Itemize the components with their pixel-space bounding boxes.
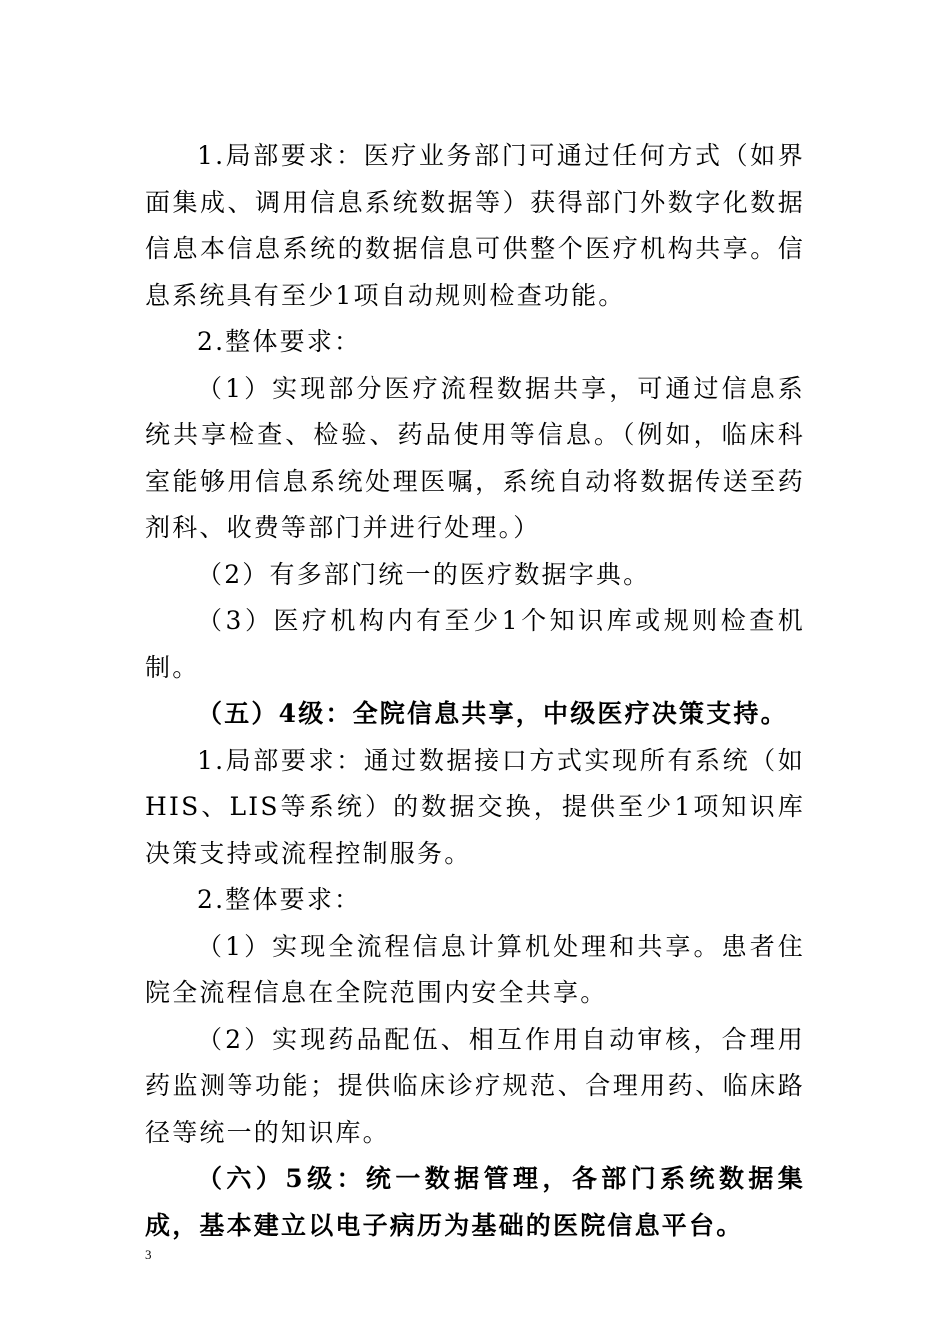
section-heading-level-5: （六）5级：统一数据管理，各部门系统数据集成，基本建立以电子病历为基础的医院信息平台。 (145, 1164, 805, 1240)
paragraph-level3-overall-item-3: （3）医疗机构内有至少1个知识库或规则检查机制。 (145, 606, 805, 682)
section-heading-level-4: （五）4级：全院信息共享，中级医疗决策支持。 (197, 699, 788, 728)
paragraph-level4-overall-heading: 2.整体要求： (197, 885, 362, 914)
paragraph-level3-overall-heading: 2.整体要求： (197, 327, 362, 356)
paragraph-level4-overall-item-1: （1）实现全流程信息计算机处理和共享。患者住院全流程信息在全院范围内安全共享。 (145, 931, 805, 1007)
paragraph-level3-local-requirement: 1.局部要求：医疗业务部门可通过任何方式（如界面集成、调用信息系统数据等）获得部门外数字化数据信息本信息系统的数据信息可供整个医疗机构共享。信息系统具有至少1项自动规则检查功能。 (145, 141, 805, 310)
page-number: 3 (145, 1247, 152, 1262)
paragraph-level3-overall-item-1: （1）实现部分医疗流程数据共享，可通过信息系统共享检查、检验、药品使用等信息。（例如，临床科室能够用信息系统处理医嘱，系统自动将数据传送至药剂科、收费等部门并进行处理。） (145, 373, 805, 542)
paragraph-level4-local-requirement: 1.局部要求：通过数据接口方式实现所有系统（如HIS、LIS等系统）的数据交换，提供至少1项知识库决策支持或流程控制服务。 (145, 745, 805, 868)
document-body (145, 133, 805, 1249)
paragraph-level4-overall-item-2: （2）实现药品配伍、相互作用自动审核，合理用药监测等功能；提供临床诊疗规范、合理用药、临床路径等统一的知识库。 (145, 1024, 805, 1147)
paragraph-level3-overall-item-2: （2）有多部门统一的医疗数据字典。 (197, 559, 651, 589)
